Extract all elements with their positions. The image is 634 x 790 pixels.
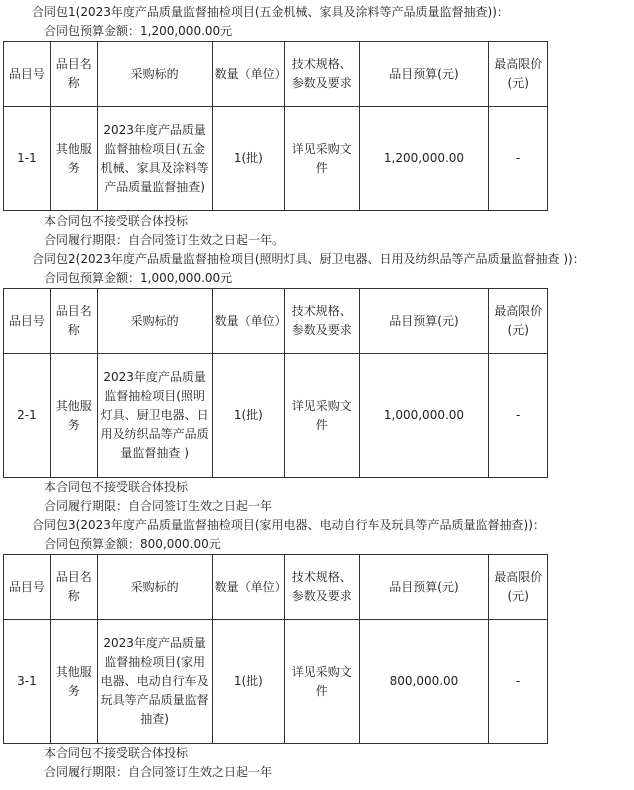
header-item-name: 品目名称 [50, 289, 97, 354]
package-2-note-term: 合同履行期限：自合同签订生效之日起一年 [44, 499, 273, 513]
cell-spec: 详见采购文件 [285, 107, 360, 211]
cell-subject: 2023年度产品质量监督抽检项目(照明灯具、厨卫电器、日用及纺织品等产品质量监督抽查 ) [97, 354, 212, 478]
header-budget: 品目预算(元) [359, 42, 489, 107]
cell-subject: 2023年度产品质量监督抽检项目(五金机械、家具及涂料等产品质量监督抽查) [97, 107, 212, 211]
cell-item-no: 1-1 [4, 107, 51, 211]
header-max-price: 最高限价(元) [489, 42, 548, 107]
package-3-note-consortium: 本合同包不接受联合体投标 [44, 746, 189, 760]
header-item-name: 品目名称 [50, 555, 97, 620]
header-max-price: 最高限价(元) [489, 555, 548, 620]
cell-item-name: 其他服务 [50, 354, 97, 478]
header-budget: 品目预算(元) [359, 555, 489, 620]
cell-spec: 详见采购文件 [285, 354, 360, 478]
cell-budget: 1,200,000.00 [359, 107, 489, 211]
package-3-budget: 合同包预算金额：800,000.00元 [44, 537, 221, 551]
cell-max-price: - [489, 354, 548, 478]
cell-budget: 800,000.00 [359, 620, 489, 744]
package-1-note-consortium: 本合同包不接受联合体投标 [44, 214, 189, 228]
cell-spec: 详见采购文件 [285, 620, 360, 744]
cell-max-price: - [489, 107, 548, 211]
header-quantity: 数量（单位） [212, 42, 284, 107]
package-3-note-term: 合同履行期限：自合同签订生效之日起一年 [44, 765, 273, 779]
table-row [4, 107, 548, 211]
package-2-title: 合同包2(2023年度产品质量监督抽检项目(照明灯具、厨卫电器、日用及纺织品等产品质量监督抽查 ))： [32, 252, 585, 266]
cell-item-name: 其他服务 [50, 107, 97, 211]
table-row [4, 620, 548, 744]
table-header-row [4, 42, 548, 107]
header-item-name: 品目名称 [50, 42, 97, 107]
package-1-note-term: 合同履行期限：自合同签订生效之日起一年。 [44, 233, 285, 247]
header-item-no: 品目号 [4, 555, 51, 620]
table-header-row [4, 289, 548, 354]
cell-subject: 2023年度产品质量监督抽检项目(家用电器、电动自行车及玩具等产品质量监督抽查) [97, 620, 212, 744]
header-quantity: 数量（单位） [212, 555, 284, 620]
header-subject: 采购标的 [97, 289, 212, 354]
cell-item-name: 其他服务 [50, 620, 97, 744]
header-subject: 采购标的 [97, 555, 212, 620]
cell-item-no: 2-1 [4, 354, 51, 478]
package-1-budget: 合同包预算金额：1,200,000.00元 [44, 24, 233, 38]
header-max-price: 最高限价(元) [489, 289, 548, 354]
package-1-title: 合同包1(2023年度产品质量监督抽检项目(五金机械、家具及涂料等产品质量监督抽查))： [32, 5, 509, 19]
package-2-note-consortium: 本合同包不接受联合体投标 [44, 480, 189, 494]
header-spec: 技术规格、参数及要求 [285, 555, 360, 620]
cell-item-no: 3-1 [4, 620, 51, 744]
cell-quantity: 1(批) [212, 107, 284, 211]
cell-max-price: - [489, 620, 548, 744]
cell-quantity: 1(批) [212, 620, 284, 744]
header-spec: 技术规格、参数及要求 [285, 289, 360, 354]
package-3-table [3, 554, 548, 744]
table-row [4, 354, 548, 478]
header-budget: 品目预算(元) [359, 289, 489, 354]
package-1-table [3, 41, 548, 211]
cell-quantity: 1(批) [212, 354, 284, 478]
package-3-title: 合同包3(2023年度产品质量监督抽检项目(家用电器、电动自行车及玩具等产品质量监督抽查))： [32, 518, 545, 532]
header-item-no: 品目号 [4, 289, 51, 354]
header-item-no: 品目号 [4, 42, 51, 107]
header-quantity: 数量（单位） [212, 289, 284, 354]
header-spec: 技术规格、参数及要求 [285, 42, 360, 107]
header-subject: 采购标的 [97, 42, 212, 107]
package-2-table [3, 288, 548, 478]
cell-budget: 1,000,000.00 [359, 354, 489, 478]
package-2-budget: 合同包预算金额：1,000,000.00元 [44, 271, 233, 285]
table-header-row [4, 555, 548, 620]
